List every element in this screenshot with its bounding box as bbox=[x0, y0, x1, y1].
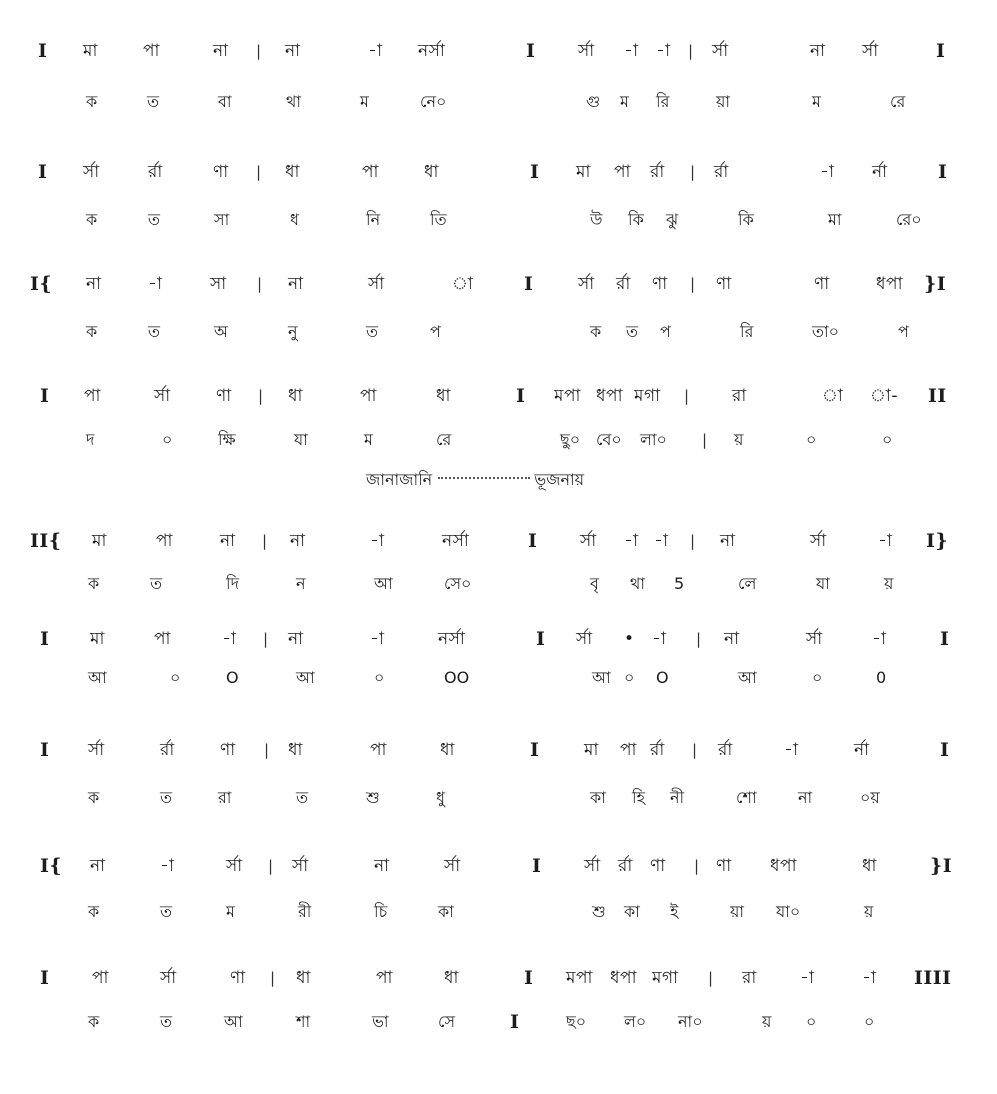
lyric-syllable: রে bbox=[436, 430, 452, 449]
notes-row-2 bbox=[0, 158, 997, 186]
note: -া bbox=[624, 531, 639, 551]
bar-mark: I bbox=[528, 530, 538, 552]
note: র্সা bbox=[578, 274, 595, 294]
lyric-syllable: ক bbox=[590, 322, 602, 341]
note: -া bbox=[820, 162, 835, 182]
note: ণা bbox=[716, 274, 732, 294]
lyric-syllable: গু bbox=[586, 92, 601, 111]
note: না bbox=[724, 629, 740, 649]
note: -া bbox=[370, 629, 385, 649]
note: ণা bbox=[814, 274, 830, 294]
note: র্সা bbox=[226, 856, 243, 876]
barline: | bbox=[268, 857, 274, 875]
note: ধপা bbox=[770, 856, 797, 876]
note: পা bbox=[92, 968, 109, 988]
note: -া bbox=[862, 968, 877, 988]
note: -া bbox=[784, 740, 799, 760]
lyric-syllable: হি bbox=[632, 788, 645, 807]
note: পা bbox=[362, 162, 379, 182]
lyric-syllable: ক bbox=[88, 902, 100, 921]
lyric-syllable: ম bbox=[226, 902, 235, 921]
note: র্সা bbox=[444, 856, 461, 876]
lyric-syllable: ০ bbox=[624, 668, 635, 687]
note: না bbox=[290, 531, 306, 551]
lyric-syllable: ত bbox=[160, 902, 173, 921]
lyric-syllable: য়া bbox=[730, 902, 745, 921]
barline: | bbox=[684, 387, 690, 405]
note: না bbox=[288, 274, 304, 294]
lyric-syllable: যা bbox=[294, 430, 308, 449]
note: ধপা bbox=[876, 274, 903, 294]
lyric-syllable: আ bbox=[592, 668, 611, 687]
note: র্সা bbox=[368, 274, 385, 294]
note: র্রা bbox=[148, 162, 163, 182]
bar-mark: }I bbox=[924, 273, 947, 295]
note: -া bbox=[368, 41, 383, 61]
note: র্সা bbox=[160, 968, 177, 988]
lyric-syllable: রী bbox=[298, 902, 312, 921]
note: ধা bbox=[296, 968, 311, 988]
lyric-syllable: রি bbox=[740, 322, 754, 341]
bar-mark: I bbox=[38, 40, 48, 62]
note: নর্সা bbox=[418, 41, 446, 61]
note: র্না bbox=[854, 740, 870, 760]
lyric-syllable: যা bbox=[816, 574, 830, 593]
bar-mark: IIII bbox=[914, 967, 952, 989]
lyric-syllable: ০ bbox=[812, 668, 823, 687]
lyric-syllable: চি bbox=[374, 902, 388, 921]
lyrics-row-6 bbox=[0, 664, 997, 692]
note: া bbox=[822, 386, 844, 406]
lyric-syllable: ০ bbox=[806, 430, 817, 449]
bar-mark: II{ bbox=[30, 530, 62, 552]
note: না bbox=[720, 531, 736, 551]
note: না bbox=[285, 41, 301, 61]
bar-mark: I bbox=[532, 855, 542, 877]
note: নর্সা bbox=[442, 531, 470, 551]
note: ণা bbox=[213, 162, 229, 182]
note: মা bbox=[584, 740, 599, 760]
barline: | bbox=[688, 42, 694, 60]
note: মা bbox=[83, 41, 98, 61]
lyrics-row-2 bbox=[0, 206, 997, 234]
note: মা bbox=[90, 629, 105, 649]
lyric-syllable: য়া bbox=[716, 92, 731, 111]
bar-mark: I bbox=[530, 161, 540, 183]
barline: | bbox=[692, 741, 698, 759]
note: -া bbox=[878, 531, 893, 551]
lyric-syllable: সে bbox=[438, 1012, 456, 1031]
note: পা bbox=[143, 41, 160, 61]
lyric-syllable: বৃ bbox=[590, 574, 599, 593]
lyrics-row-8 bbox=[0, 898, 997, 926]
lyric-syllable: ত bbox=[626, 322, 639, 341]
note: না bbox=[810, 41, 826, 61]
barline: | bbox=[696, 630, 702, 648]
note: ধা bbox=[288, 740, 303, 760]
lyric-syllable: শো bbox=[736, 788, 757, 807]
bar-mark: I bbox=[524, 273, 534, 295]
bar-mark: I bbox=[40, 385, 50, 407]
note: না bbox=[220, 531, 236, 551]
note: র্সা bbox=[83, 162, 100, 182]
note: র্রা bbox=[714, 162, 729, 182]
note: ণা bbox=[220, 740, 236, 760]
lyric-syllable: তি bbox=[430, 210, 447, 229]
note: র্রা bbox=[650, 162, 665, 182]
lyric-syllable: ন bbox=[296, 574, 306, 593]
barline: | bbox=[263, 630, 269, 648]
lyric-syllable: দ bbox=[86, 430, 95, 449]
lyric-syllable: ০ bbox=[806, 1012, 817, 1031]
lyric-syllable: ম bbox=[620, 92, 629, 111]
note: না bbox=[374, 856, 390, 876]
barline: | bbox=[694, 857, 700, 875]
lyrics-row-9 bbox=[0, 1008, 997, 1036]
lyric-syllable: ত bbox=[366, 322, 379, 341]
lyric-syllable: ধ bbox=[290, 210, 299, 229]
lyric-syllable: ত bbox=[148, 210, 161, 229]
note: র্সা bbox=[862, 41, 879, 61]
bar-mark: I bbox=[38, 161, 48, 183]
bar-mark: I bbox=[536, 628, 546, 650]
note: -া bbox=[222, 629, 237, 649]
lyric-syllable: কি bbox=[738, 210, 754, 229]
lyric-syllable: কা bbox=[624, 902, 640, 921]
note: মপা bbox=[566, 968, 593, 988]
lyric-syllable: ক bbox=[88, 574, 100, 593]
note: মা bbox=[92, 531, 107, 551]
interlude-marking bbox=[366, 466, 584, 494]
note: মগা bbox=[634, 386, 661, 406]
interlude-left-text: জানাজানি bbox=[366, 470, 433, 489]
note: পা bbox=[154, 629, 171, 649]
notes-row-1 bbox=[0, 37, 997, 65]
lyrics-row-3 bbox=[0, 318, 997, 346]
lyric-syllable: ছু০ bbox=[560, 430, 581, 449]
lyric-syllable: আ bbox=[88, 668, 107, 687]
note: া bbox=[452, 274, 474, 294]
note: সা bbox=[210, 274, 227, 294]
barline: | bbox=[257, 275, 263, 293]
lyric-syllable: ত bbox=[160, 1012, 173, 1031]
lyric-syllable: ম bbox=[360, 92, 369, 111]
lyric-syllable: কা bbox=[590, 788, 606, 807]
note: পা bbox=[84, 386, 101, 406]
note: -া bbox=[654, 531, 669, 551]
lyric-syllable: আ bbox=[224, 1012, 243, 1031]
lyric-syllable: প bbox=[660, 322, 671, 341]
lyric-syllable: ত bbox=[296, 788, 309, 807]
lyric-syllable: নী bbox=[670, 788, 685, 807]
note: র্রা bbox=[618, 856, 633, 876]
notes-row-9 bbox=[0, 964, 997, 992]
lyric-syllable: না bbox=[798, 788, 813, 807]
lyric-syllable: ত bbox=[160, 788, 173, 807]
lyric-syllable: মা bbox=[828, 210, 842, 229]
note: র্সা bbox=[154, 386, 171, 406]
notes-row-6 bbox=[0, 625, 997, 653]
bar-mark: I bbox=[940, 739, 950, 761]
barline: | bbox=[258, 387, 264, 405]
note: না bbox=[90, 856, 106, 876]
lyric-syllable: আ bbox=[296, 668, 315, 687]
note: না bbox=[288, 629, 304, 649]
note: র্রা bbox=[650, 740, 665, 760]
lyric-syllable: রে০ bbox=[896, 210, 922, 229]
lyric-syllable: দি bbox=[226, 574, 239, 593]
lyric-syllable: য় bbox=[762, 1012, 772, 1031]
lyric-syllable: রা bbox=[218, 788, 232, 807]
note: ণা bbox=[716, 856, 732, 876]
barline: | bbox=[264, 741, 270, 759]
note: র্সা bbox=[576, 629, 593, 649]
lyric-syllable: ০ bbox=[162, 430, 173, 449]
lyrics-row-4 bbox=[0, 426, 997, 454]
note: ধা bbox=[440, 740, 455, 760]
note: ধা bbox=[436, 386, 451, 406]
barline: | bbox=[690, 163, 696, 181]
note: -া bbox=[624, 41, 639, 61]
barline: | bbox=[256, 163, 262, 181]
bar-mark: I{ bbox=[40, 855, 63, 877]
note: ণা bbox=[216, 386, 232, 406]
note: র্সা bbox=[584, 856, 601, 876]
dotted-leader bbox=[438, 477, 530, 479]
notes-row-8 bbox=[0, 852, 997, 880]
lyric-syllable: 5 bbox=[674, 574, 685, 593]
lyric-syllable: প bbox=[898, 322, 909, 341]
note: ধা bbox=[288, 386, 303, 406]
note: পা bbox=[376, 968, 393, 988]
lyric-syllable: কা bbox=[438, 902, 454, 921]
lyric-syllable: য় bbox=[734, 430, 744, 449]
lyric-syllable: ঝু bbox=[666, 210, 679, 229]
note: পা bbox=[620, 740, 637, 760]
lyrics-row-1 bbox=[0, 88, 997, 116]
lyric-syllable: নে০ bbox=[420, 92, 447, 111]
note: র্সা bbox=[712, 41, 729, 61]
lyric-syllable: বে০ bbox=[596, 430, 622, 449]
lyric-syllable: O bbox=[656, 668, 669, 687]
bar-mark: I bbox=[40, 628, 50, 650]
lyric-syllable: ত bbox=[148, 322, 161, 341]
note: র্না bbox=[872, 162, 888, 182]
lyric-syllable: ক bbox=[88, 788, 100, 807]
bar-mark: I bbox=[940, 628, 950, 650]
lyric-syllable: ম bbox=[812, 92, 821, 111]
lyric-syllable: OO bbox=[444, 668, 470, 687]
bar-mark: I bbox=[516, 385, 526, 407]
lyrics-row-5 bbox=[0, 570, 997, 598]
lyric-syllable: থা bbox=[286, 92, 302, 111]
lyric-syllable: ম bbox=[364, 430, 373, 449]
lyric-syllable: আ bbox=[374, 574, 393, 593]
lyric-syllable: য় bbox=[864, 902, 874, 921]
lyric-syllable: নি bbox=[366, 210, 381, 229]
note: ণা bbox=[230, 968, 246, 988]
lyrics-row-7 bbox=[0, 784, 997, 812]
note: পা bbox=[614, 162, 631, 182]
lyric-syllable: কি bbox=[628, 210, 644, 229]
note: মা bbox=[576, 162, 591, 182]
lyric-syllable: শু bbox=[366, 788, 380, 807]
note: ধা bbox=[444, 968, 459, 988]
lyric-syllable: 0 bbox=[876, 668, 887, 687]
barline: | bbox=[262, 532, 268, 550]
note: মগা bbox=[652, 968, 679, 988]
lyric-syllable: আ bbox=[738, 668, 757, 687]
bar-mark: I bbox=[510, 1011, 519, 1033]
note: -া bbox=[872, 629, 887, 649]
note: না bbox=[86, 274, 102, 294]
barline: | bbox=[256, 42, 262, 60]
note: না bbox=[213, 41, 229, 61]
note: র্সা bbox=[88, 740, 105, 760]
note: • bbox=[624, 629, 635, 649]
lyric-syllable: ক bbox=[86, 322, 98, 341]
note: মপা bbox=[554, 386, 581, 406]
lyric-syllable: বা bbox=[218, 92, 232, 111]
lyric-syllable: ক bbox=[88, 1012, 100, 1031]
bar-mark: I bbox=[526, 40, 536, 62]
lyric-syllable: ক bbox=[86, 210, 98, 229]
barline: | bbox=[690, 532, 696, 550]
note: র্রা bbox=[160, 740, 175, 760]
lyric-syllable: তা০ bbox=[812, 322, 840, 341]
note: র্রা bbox=[616, 274, 631, 294]
barline: | bbox=[702, 431, 708, 449]
bar-mark: I{ bbox=[30, 273, 53, 295]
lyric-syllable: ভা bbox=[372, 1012, 389, 1031]
lyric-syllable: সা bbox=[214, 210, 230, 229]
lyric-syllable: সে০ bbox=[444, 574, 472, 593]
note: পা bbox=[370, 740, 387, 760]
lyric-syllable: ০ bbox=[882, 430, 893, 449]
note: নর্সা bbox=[438, 629, 466, 649]
note: পা bbox=[360, 386, 377, 406]
note: ণা bbox=[650, 856, 666, 876]
bar-mark: II bbox=[928, 385, 947, 407]
lyric-syllable: ০ bbox=[170, 668, 181, 687]
lyric-syllable: অ bbox=[214, 322, 228, 341]
lyric-syllable: ধু bbox=[436, 788, 445, 807]
barline: | bbox=[690, 275, 696, 293]
note: া- bbox=[870, 386, 898, 406]
bar-mark: I} bbox=[926, 530, 949, 552]
lyric-syllable: শা bbox=[296, 1012, 311, 1031]
note: পা bbox=[156, 531, 173, 551]
notes-row-5 bbox=[0, 527, 997, 555]
note: -া bbox=[652, 629, 667, 649]
interlude-right-text: ভূজনায় bbox=[534, 470, 585, 489]
lyric-syllable: নু bbox=[288, 322, 298, 341]
note: র্সা bbox=[578, 41, 595, 61]
notes-row-4 bbox=[0, 382, 997, 410]
lyric-syllable: উ bbox=[590, 210, 603, 229]
lyric-syllable: ক্ষি bbox=[218, 430, 236, 449]
note: র্সা bbox=[806, 629, 823, 649]
note: -া bbox=[148, 274, 163, 294]
note: -া bbox=[656, 41, 671, 61]
note: ণা bbox=[652, 274, 668, 294]
lyric-syllable: O bbox=[226, 668, 239, 687]
note: -া bbox=[800, 968, 815, 988]
lyric-syllable: না০ bbox=[678, 1012, 703, 1031]
lyric-syllable: শু bbox=[592, 902, 606, 921]
note: -া bbox=[370, 531, 385, 551]
lyric-syllable: ত bbox=[150, 574, 163, 593]
lyric-syllable: লা০ bbox=[640, 430, 667, 449]
note: র্রা bbox=[718, 740, 733, 760]
lyric-syllable: ০ bbox=[864, 1012, 875, 1031]
lyric-syllable: ছ০ bbox=[566, 1012, 587, 1031]
barline: | bbox=[708, 969, 714, 987]
note: রা bbox=[742, 968, 757, 988]
note: র্সা bbox=[810, 531, 827, 551]
lyric-syllable: ০য় bbox=[860, 788, 880, 807]
lyric-syllable: রে bbox=[890, 92, 906, 111]
lyric-syllable: প bbox=[430, 322, 441, 341]
note: ধা bbox=[862, 856, 877, 876]
note: রা bbox=[732, 386, 747, 406]
lyric-syllable: ই bbox=[670, 902, 679, 921]
bar-mark: I bbox=[936, 40, 946, 62]
lyric-syllable: ০ bbox=[374, 668, 385, 687]
lyric-syllable: রি bbox=[656, 92, 670, 111]
bar-mark: I bbox=[40, 967, 50, 989]
bar-mark: I bbox=[530, 739, 540, 761]
note: ধা bbox=[285, 162, 300, 182]
bar-mark: I bbox=[40, 739, 50, 761]
notes-row-7 bbox=[0, 736, 997, 764]
lyric-syllable: য় bbox=[884, 574, 894, 593]
note: ধপা bbox=[610, 968, 637, 988]
bar-mark: I bbox=[938, 161, 948, 183]
bar-mark: }I bbox=[930, 855, 953, 877]
bar-mark: I bbox=[524, 967, 534, 989]
notes-row-3 bbox=[0, 270, 997, 298]
lyric-syllable: ক bbox=[86, 92, 98, 111]
barline: | bbox=[270, 969, 276, 987]
lyric-syllable: যা০ bbox=[776, 902, 801, 921]
lyric-syllable: থা bbox=[630, 574, 646, 593]
lyric-syllable: ল০ bbox=[624, 1012, 647, 1031]
lyric-syllable: ত bbox=[147, 92, 160, 111]
note: র্সা bbox=[292, 856, 309, 876]
lyric-syllable: লে bbox=[738, 574, 757, 593]
note: ধা bbox=[424, 162, 439, 182]
note: র্সা bbox=[580, 531, 597, 551]
note: ধপা bbox=[596, 386, 623, 406]
note: -া bbox=[160, 856, 175, 876]
